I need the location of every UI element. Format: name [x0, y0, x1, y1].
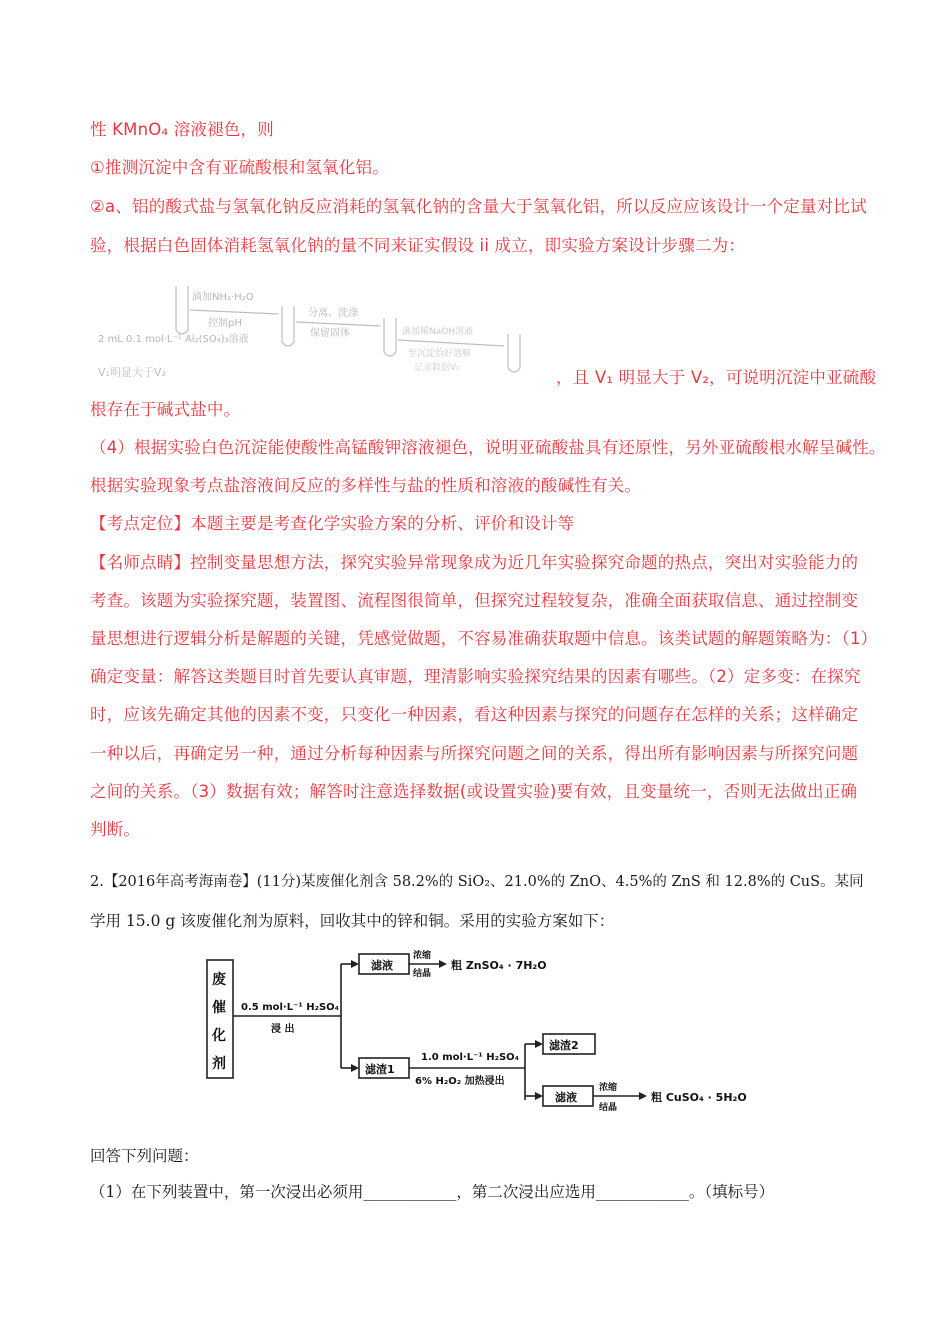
conc1-b: 结晶 — [413, 969, 432, 979]
answer-line-8: 根据实验现象考点盐溶液间反应的多样性与盐的性质和溶液的酸碱性有关。 — [90, 476, 642, 495]
answer-line-17: 判断。 — [90, 820, 141, 839]
experiment-step-figure — [96, 282, 532, 382]
residue-1-label: 滤渣1 — [365, 1063, 395, 1076]
fig1-step3-sub: 至沉淀恰好溶解 — [408, 349, 472, 359]
filtrate-2-label: 滤液 — [555, 1091, 577, 1104]
arrow-2 — [296, 322, 380, 326]
answer-line-11: 考查。该题为实验探究题，装置图、流程图很简单，但探究过程较复杂，准确全面获取信息、通过控制变 — [90, 591, 859, 610]
answer-line-5: ，且 V₁ 明显大于 V₂，可说明沉淀中亚硫酸 — [556, 368, 877, 387]
waste-char-4: 剂 — [212, 1056, 226, 1072]
answer-line-1: 性 KMnO₄ 溶液褪色，则 — [90, 120, 274, 139]
test-tube-3 — [384, 318, 396, 356]
waste-char-2: 催 — [212, 1000, 226, 1016]
answer-line-3: ②a、铝的酸式盐与氢氧化钠反应消耗的氢氧化钠的含量大于氢氧化铝，所以反应应该设计一个定量对比试 — [90, 197, 867, 216]
conc2-b: 结晶 — [599, 1103, 618, 1113]
question2-line-1: 2.【2016年高考海南卷】(11分)某废催化剂含 58.2%的 SiO₂、21.0%的 ZnO、4.5%的 ZnS 和 12.8%的 CuS。某同 — [90, 874, 864, 890]
answer-line-14: 时，应该先确定其他的因素不变，只变化一种因素，看这种因素与探究的问题存在怎样的关系；这样确定 — [90, 705, 859, 724]
answer-line-12: 量思想进行逻辑分析是解题的关键，凭感觉做题，不容易准确获取题中信息。该类试题的解题策略为：（1） — [90, 629, 878, 648]
arrow-1 — [190, 310, 278, 314]
fig1-note: V₁明显大于V₂ — [98, 366, 166, 379]
fig1-step1-label: 滴加NH₃·H₂O — [192, 292, 254, 303]
leach1-label: 浸 出 — [271, 1024, 295, 1035]
test-tube-1 — [176, 286, 188, 334]
fig1-step2-label: 分离、洗涤 — [308, 308, 358, 319]
fig1-reagent: 2 mL 0.1 mol·L⁻¹ Al₂(SO₄)₃溶液 — [98, 334, 249, 345]
product-1: 粗 ZnSO₄ · 7H₂O — [451, 959, 547, 972]
leach2-label: 6% H₂O₂ 加热浸出 — [415, 1076, 505, 1087]
answer-line-15: 一种以后，再确定另一种，通过分析每种因素与所探究问题之间的关系，得出所有影响因素与所探究问题 — [90, 744, 859, 763]
fig1-step1-sub: 控制pH — [208, 318, 242, 329]
arrow-3 — [398, 340, 504, 346]
conc2-a: 浓缩 — [599, 1083, 618, 1093]
product-2: 粗 CuSO₄ · 5H₂O — [651, 1091, 747, 1104]
residue-2-label: 滤渣2 — [549, 1039, 579, 1052]
answer-line-6: 根存在于碱式盐中。 — [90, 400, 241, 419]
leach2-reagent: 1.0 mol·L⁻¹ H₂SO₄ — [421, 1052, 520, 1063]
fig1-step3-sub2: 记录数据V₂ — [414, 363, 460, 373]
answer-line-4: 验，根据白色固体消耗氢氧化钠的量不同来证实假设 ii 成立，即实验方案设计步骤二为： — [90, 236, 746, 255]
fig1-step3-label: 滴加稀NaOH溶液 — [402, 327, 474, 337]
test-tube-2 — [282, 306, 294, 346]
answer-line-2: ①推测沉淀中含有亚硫酸根和氢氧化铝。 — [90, 158, 389, 177]
question2-sub-1: （1）在下列装置中，第一次浸出必须用____________，第二次浸出应选用____________。（填标号） — [90, 1183, 775, 1201]
answer-line-9: 【考点定位】本题主要是考查化学实验方案的分析、评价和设计等 — [90, 514, 575, 533]
waste-char-1: 废 — [212, 972, 226, 988]
answer-line-13: 确定变量：解答这类题目时首先要认真审题，理清影响实验探究结果的因素有哪些。（2）定多变：在探究 — [90, 667, 861, 686]
leach1-reagent: 0.5 mol·L⁻¹ H₂SO₄ — [241, 1002, 340, 1013]
recovery-flowchart — [205, 944, 750, 1113]
filtrate-1-label: 滤液 — [371, 959, 393, 972]
conc1-a: 浓缩 — [413, 951, 432, 961]
answer-line-16: 之间的关系。（3）数据有效；解答时注意选择数据(或设置实验)要有效，且变量统一，否则无法做出正确 — [90, 782, 858, 801]
question2-line-2: 学用 15.0 g 该废催化剂为原料，回收其中的锌和铜。采用的实验方案如下： — [90, 912, 615, 930]
test-tube-4 — [508, 334, 520, 372]
answer-line-7: （4）根据实验白色沉淀能使酸性高锰酸钾溶液褪色，说明亚硫酸盐具有还原性，另外亚硫酸根水解呈碱性。 — [90, 438, 886, 457]
question2-prompt: 回答下列问题： — [90, 1147, 199, 1165]
waste-char-3: 化 — [212, 1028, 226, 1044]
answer-line-10: 【名师点睛】控制变量思想方法，探究实验异常现象成为近几年实验探究命题的热点，突出对实验能力的 — [90, 553, 859, 572]
fig1-step2-sub: 保留固体 — [310, 328, 350, 339]
